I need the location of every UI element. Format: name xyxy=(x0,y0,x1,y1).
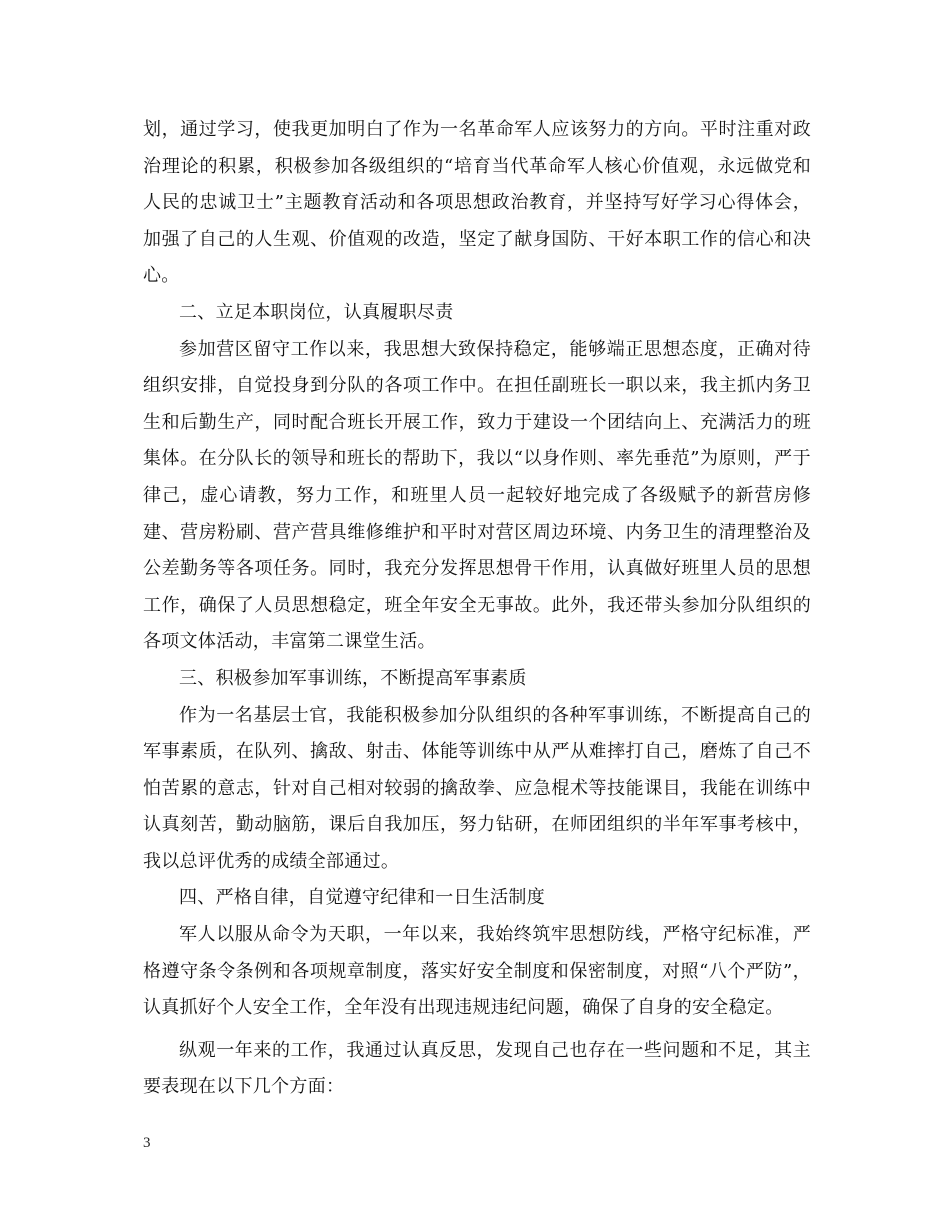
page-number: 3 xyxy=(143,1135,151,1151)
paragraph-training: 作为一名基层士官，我能积极参加分队组织的各种军事训练，不断提高自己的军事素质，在队列、擒敌、射击、体能等训练中从严从难摔打自己，磨炼了自己不怕苦累的意志，针对自己相对较弱的擒敌拳、应急棍术等技能课目，我能在训练中认真刻苦，勤动脑筋，课后自我加压，努力钻研，在师团组织的半年军事考核中，我以总评优秀的成绩全部通过。 xyxy=(143,704,811,872)
section-heading-4: 四、严格自律，自觉遵守纪律和一日生活制度 xyxy=(179,887,545,909)
paragraph-duty: 参加营区留守工作以来，我思想大致保持稳定，能够端正思想态度，正确对待组织安排，自觉投身到分队的各项工作中。在担任副班长一职以来，我主抓内务卫生和后勤生产，同时配合班长开展工作，致力于建设一个团结向上、充满活力的班集体。在分队长的领导和班长的帮助下，我以“以身作则、率先垂范”为原则，严于律己，虚心请教，努力工作，和班里人员一起较好地完成了各级赋予的新营房修建、营房粉刷、营产营具维修维护和平时对营区周边环境、内务卫生的清理整治及公差勤务等各项任务。同时，我充分发挥思想骨干作用，认真做好班里人员的思想工作，确保了人员思想稳定，班全年安全无事故。此外，我还带头参加分队组织的各项文体活动，丰富第二课堂生活。 xyxy=(143,338,811,653)
paragraph-continuation: 划，通过学习，使我更加明白了作为一名革命军人应该努力的方向。平时注重对政治理论的积累，积极参加各级组织的“培育当代革命军人核心价值观，永远做党和人民的忠诚卫士”主题教育活动和各项思想政治教育，并坚持写好学习心得体会，加强了自己的人生观、价值观的改造，坚定了献身国防、干好本职工作的信心和决心。 xyxy=(143,119,811,287)
document-body xyxy=(143,112,811,1106)
section-heading-3: 三、积极参加军事训练，不断提高军事素质 xyxy=(179,667,527,689)
section-heading-2: 二、立足本职岗位，认真履职尽责 xyxy=(179,301,454,323)
paragraph-discipline: 军人以服从命令为天职，一年以来，我始终筑牢思想防线，严格守纪标准，严格遵守条令条例和各项规章制度，落实好安全制度和保密制度，对照“八个严防”，认真抓好个人安全工作，全年没有出现违规违纪问题，确保了自身的安全稳定。 xyxy=(143,924,811,1019)
paragraph-reflection: 纵观一年来的工作，我通过认真反思，发现自己也存在一些问题和不足，其主要表现在以下几个方面： xyxy=(143,1039,811,1098)
